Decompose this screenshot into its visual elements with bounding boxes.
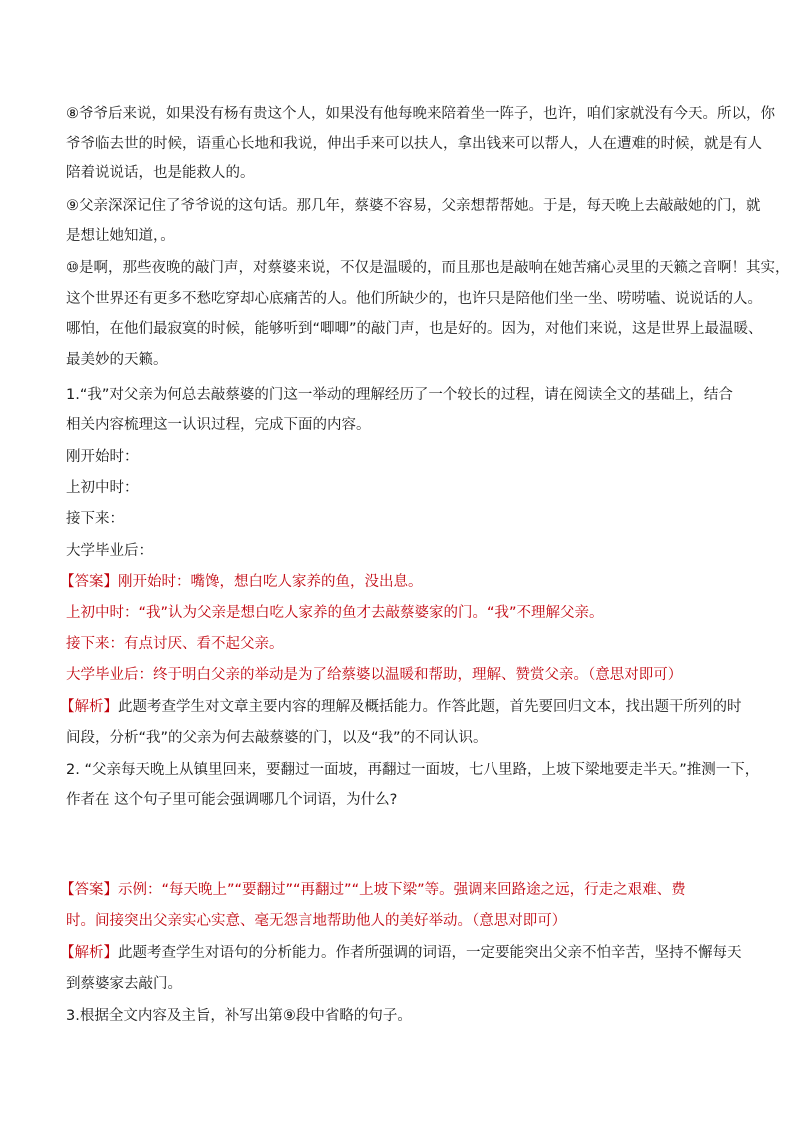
answer-1-line-3: 接下来：有点讨厌、看不起父亲。	[66, 636, 284, 652]
question-1-line-2: 相关内容梳理这一认识过程，完成下面的内容。	[66, 417, 371, 433]
answer-tag: 【答案】	[60, 882, 118, 898]
answer-tag: 【答案】	[60, 574, 118, 590]
prompt-start: 刚开始时：	[66, 449, 139, 465]
analysis-text: 此题考查学生对语句的分析能力。作者所强调的词语，一定要能突出父亲不怕辛苦，坚持不懈每天	[118, 945, 742, 961]
paragraph-8-line-1: ⑧爷爷后来说，如果没有杨有贵这个人，如果没有他每晚来陪着坐一阵子，也许，咱们家就没有今天。所以，你	[66, 106, 775, 122]
question-3-line-1: 3.根据全文内容及主旨，补写出第⑨段中省略的句子。	[66, 1008, 412, 1024]
answer-1-line-4: 大学毕业后：终于明白父亲的举动是为了给蔡婆以温暖和帮助，理解、赞赏父亲。（意思对即可）	[66, 667, 683, 683]
answer-text: 刚开始时：嘴馋，想白吃人家养的鱼，没出息。	[118, 574, 423, 590]
analysis-tag: 【解析】	[60, 699, 118, 715]
prompt-after-graduation: 大学毕业后：	[66, 543, 153, 559]
paragraph-10-line-4: 最美妙的天籁。	[66, 352, 168, 368]
prompt-next: 接下来：	[66, 511, 124, 527]
analysis-2-line-1	[60, 943, 742, 963]
analysis-1-line-1	[60, 697, 742, 717]
prompt-junior-high: 上初中时：	[66, 480, 139, 496]
answer-text: 示例：“每天晚上”“要翻过”“再翻过”“上坡下梁”等。强调来回路途之远，行走之艰难、费	[118, 882, 686, 898]
analysis-1-line-2: 间段，分析“我”的父亲为何去敲蔡婆的门，以及“我”的不同认识。	[66, 730, 488, 746]
paragraph-10-line-2: 这个世界还有更多不愁吃穿却心底痛苦的人。他们所缺少的，也许只是陪他们坐一坐、唠唠嗑、说说话的人。	[66, 291, 762, 307]
answer-1-line-1	[60, 572, 423, 592]
analysis-text: 此题考查学生对文章主要内容的理解及概括能力。作答此题，首先要回归文本，找出题干所列的时	[118, 699, 742, 715]
analysis-2-line-2: 到蔡婆家去敲门。	[66, 976, 182, 992]
analysis-tag: 【解析】	[60, 945, 118, 961]
answer-2-line-1	[60, 880, 686, 900]
question-2-line-1: 2. “父亲每天晚上从镇里回来，要翻过一面坡，再翻过一面坡，七八里路，上坡下梁地要走半天。”推测一下，	[66, 762, 760, 778]
paragraph-9-line-2: 是想让她知道，。	[66, 228, 175, 244]
question-1-line-1: 1.“我”对父亲为何总去敲蔡婆的门这一举动的理解经历了一个较长的过程，请在阅读全文的基础上，结合	[66, 387, 733, 403]
paragraph-10-line-3: 哪怕，在他们最寂寞的时候，能够听到“唧唧”的敲门声，也是好的。因为，对他们来说，这是世界上最温暖、	[66, 321, 763, 337]
answer-2-line-2: 时。间接突出父亲实心实意、毫无怨言地帮助他人的美好举动。（意思对即可）	[66, 913, 567, 929]
paragraph-10-line-1: ⑩是啊，那些夜晚的敲门声，对蔡婆来说，不仅是温暖的，而且那也是敲响在她苦痛心灵里的天籁之音啊！其实，	[66, 260, 790, 276]
paragraph-8-line-2: 爷爷临去世的时候，语重心长地和我说，伸出手来可以扶人，拿出钱来可以帮人，人在遭难的时候，就是有人	[66, 136, 762, 152]
question-2-line-2: 作者在 这个句子里可能会强调哪几个词语，为什么?	[66, 792, 398, 808]
paragraph-9-line-1: ⑨父亲深深记住了爷爷说的这句话。那几年，蔡婆不容易，父亲想帮帮她。于是，每天晚上去敲敲她的门，就	[66, 198, 761, 214]
paragraph-8-line-3: 陪着说说话，也是能救人的。	[66, 165, 255, 181]
answer-1-line-2: 上初中时：“我”认为父亲是想白吃人家养的鱼才去敲蔡婆家的门。“我”不理解父亲。	[66, 605, 604, 621]
